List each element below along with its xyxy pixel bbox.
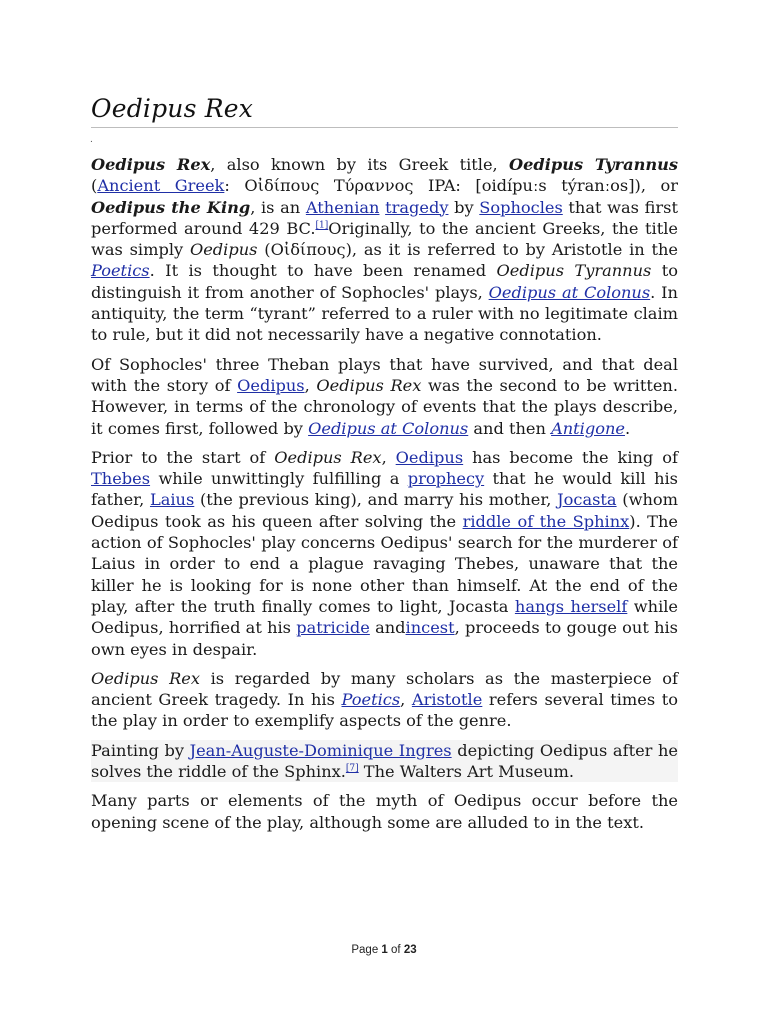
- link-ancient-greek[interactable]: Ancient Greek: [97, 176, 225, 196]
- link-aristotle[interactable]: Aristotle: [411, 690, 483, 710]
- bold-title: Oedipus the King: [91, 197, 251, 217]
- page-footer: Page 1 of 23: [351, 944, 417, 956]
- page-total: 23: [403, 944, 417, 956]
- title-underline: [91, 127, 678, 128]
- link-patricide[interactable]: patricide: [296, 618, 370, 638]
- image-caption: Painting by Jean-Auguste-Dominique Ingres depicting Oedipus after he solves the riddle of the Sphinx.[7] The Walters Art Museum.: [91, 740, 679, 782]
- link-sophocles[interactable]: Sophocles: [479, 197, 563, 217]
- link-oedipus[interactable]: Oedipus: [395, 447, 464, 467]
- link-poetics[interactable]: Poetics: [91, 261, 150, 281]
- link-oedipus-at-colonus[interactable]: Oedipus at Colonus: [488, 282, 651, 302]
- bold-title: Oedipus Tyrannus: [509, 155, 678, 174]
- paragraph-2: Of Sophocles' three Theban plays that have survived, and that deal with the story of Oedipus, Oedipus Rex was the second to be written. However, in terms of the chronology of events that the plays describe, it comes first, followed by Oedipus at Colonus and then Antigone.: [91, 354, 678, 438]
- link-oedipus-at-colonus[interactable]: Oedipus at Colonus: [308, 418, 469, 438]
- link-tragedy[interactable]: tragedy: [385, 197, 449, 217]
- link-poetics[interactable]: Poetics: [341, 690, 401, 710]
- link-oedipus[interactable]: Oedipus: [237, 375, 305, 395]
- link-jocasta[interactable]: Jocasta: [557, 490, 617, 510]
- link-athenian[interactable]: Athenian: [305, 197, 380, 217]
- paragraph-3: Prior to the start of Oedipus Rex, Oedipus has become the king of Thebes while unwittingly fulfilling a prophecy that he would kill his father, Laius (the previous king), and marry his mother, Jocasta (whom Oedipus took as his queen after solving the riddle of the Sphinx). The action of Sophocles' play concerns Oedipus' search for the murderer of Laius in order to end a plague ravaging Thebes, unaware that the killer he is looking for is none other than himself. At the end of the play, after the truth finally comes to light, Jocasta hangs herself while Oedipus, horrified at his patricide andincest, proceeds to gouge out his own eyes in despair.: [91, 447, 678, 659]
- bold-title: Oedipus Rex: [91, 155, 211, 174]
- article-body: [91, 154, 678, 841]
- reference-link-7[interactable]: [7]: [345, 763, 359, 774]
- link-thebes[interactable]: Thebes: [91, 469, 151, 489]
- link-laius[interactable]: Laius: [149, 490, 195, 510]
- page-title: Oedipus Rex: [91, 94, 254, 123]
- link-antigone[interactable]: Antigone: [551, 418, 625, 438]
- link-hangs-herself[interactable]: hangs herself: [514, 596, 628, 616]
- link-incest[interactable]: incest: [405, 618, 455, 638]
- link-ingres[interactable]: Jean-Auguste-Dominique Ingres: [189, 740, 452, 760]
- paragraph-6: Many parts or elements of the myth of Oedipus occur before the opening scene of the play, although some are alluded to in the text.: [91, 791, 678, 832]
- link-riddle-of-the-sphinx[interactable]: riddle of the Sphinx: [462, 511, 630, 531]
- reference-link-1[interactable]: [1]: [315, 220, 329, 231]
- paragraph-1: Oedipus Rex, also known by its Greek title, Oedipus Tyrannus (Ancient Greek: Οἰδίπους Τύραννος IPA: [oidípuːs týranːos]), or Oedipus the King, is an Athenian tragedy by Sophocles that was first performed around 429 BC.[1]Originally, to the ancient Greeks, the title was simply Oedipus (Οἰδίπους), as it is referred to by Aristotle in the Poetics. It is thought to have been renamed Oedipus Tyrannus to distinguish it from another of Sophocles' plays, Oedipus at Colonus. In antiquity, the term “tyrant” referred to a ruler with no legitimate claim to rule, but it did not necessarily have a negative connotation.: [91, 155, 679, 345]
- separator-dot: .: [90, 135, 93, 145]
- link-prophecy[interactable]: prophecy: [407, 469, 485, 489]
- paragraph-4: Oedipus Rex is regarded by many scholars as the masterpiece of ancient Greek tragedy. In his Poetics, Aristotle refers several times to the play in order to exemplify aspects of the genre.: [91, 668, 678, 731]
- page-number: 1: [381, 944, 388, 956]
